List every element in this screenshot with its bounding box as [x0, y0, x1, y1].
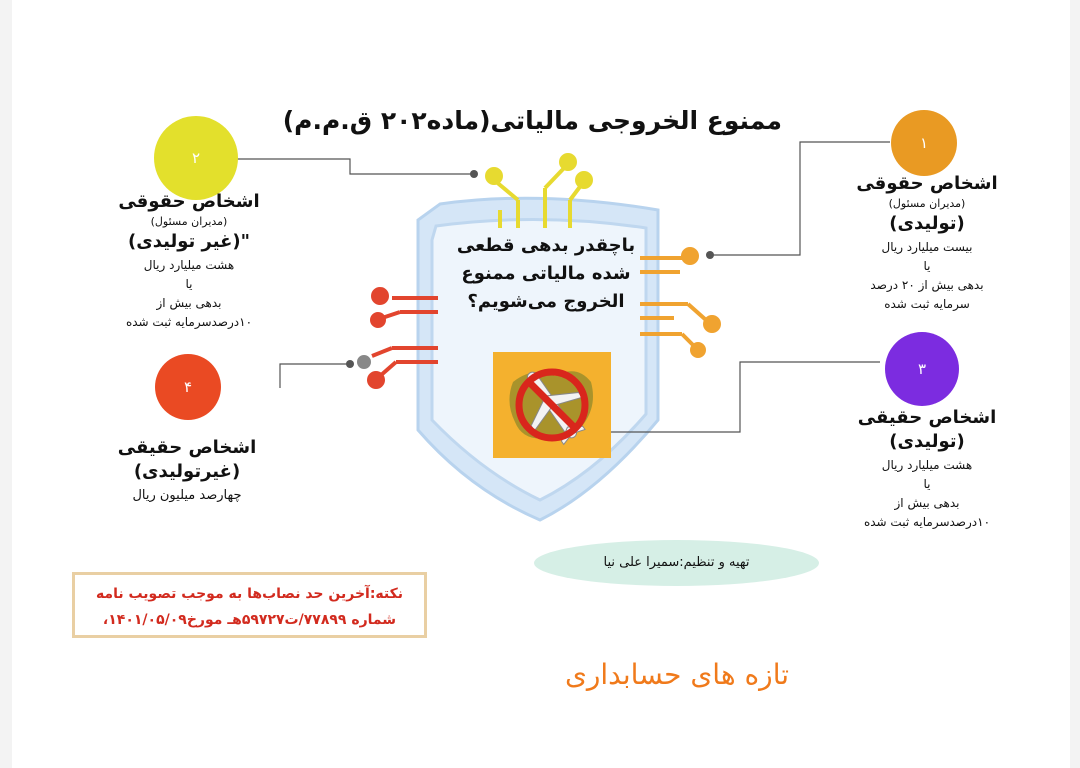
item-3-type: (تولیدی): [889, 431, 965, 452]
item-1-line-2: یا: [923, 259, 931, 273]
no-travel-airplane-icon: [493, 352, 611, 458]
author-credit: تهیه و تنظیم:سمیرا علی نیا: [534, 540, 819, 586]
item-2-text: [114, 190, 264, 332]
item-2-type: "(غیر تولیدی): [128, 231, 250, 252]
item-3-line-1: هشت میلیارد ریال: [881, 458, 973, 472]
item-3-line-4: ۱۰درصدسرمایه ثبت شده: [863, 515, 991, 529]
item-1-line-1: بیست میلیارد ریال: [881, 240, 973, 254]
item-3-heading: اشخاص حقیقی: [857, 407, 997, 428]
item-2-line-2: یا: [185, 277, 193, 291]
item-2-line-4: ۱۰درصدسرمایه ثبت شده: [125, 315, 253, 329]
note-box: [72, 572, 427, 638]
infographic-canvas: [12, 0, 1070, 768]
item-4-badge: [155, 354, 221, 420]
item-3-number: ۳: [917, 360, 927, 378]
item-4-number: ۴: [183, 378, 193, 396]
item-2-line-1: هشت میلیارد ریال: [143, 258, 235, 272]
item-1-line-4: سرمایه ثبت شده: [884, 297, 970, 311]
note-line-2: شماره ۷۷۸۹۹/ت۵۹۷۲۷هـ مورخ۱۴۰۱/۰۵/۰۹،: [102, 612, 397, 628]
item-3-badge: [885, 332, 959, 406]
item-2-line-3: بدهی بیش از: [156, 296, 222, 310]
note-line-1: نکته:آخرین حد نصاب‌ها به موجب تصویب نامه: [95, 586, 404, 602]
item-1-badge: [891, 110, 957, 176]
item-3-text: [852, 406, 1002, 532]
item-3-line-2: یا: [923, 477, 931, 491]
item-1-heading: اشخاص حقوقی: [856, 173, 998, 194]
item-4-line-1: چهارصد میلیون ریال: [132, 488, 242, 503]
item-2-badge: [154, 116, 238, 200]
brand-name: تازه های حسابداری: [564, 658, 790, 691]
item-4-heading: اشخاص حقیقی: [117, 437, 257, 458]
item-1-number: ۱: [919, 134, 929, 152]
item-3-line-3: بدهی بیش از: [894, 496, 960, 510]
item-2-heading: اشخاص حقوقی: [118, 191, 260, 212]
item-4-type: (غیرتولیدی): [133, 461, 241, 482]
item-1-text: [852, 172, 1002, 314]
item-2-number: ۲: [191, 149, 201, 167]
item-1-sub: (مدیران مسئول): [888, 197, 966, 210]
item-4-text: [112, 436, 262, 505]
item-1-line-3: بدهی بیش از ۲۰ درصد: [870, 278, 984, 292]
item-1-type: (تولیدی): [889, 213, 965, 234]
page-title: ممنوع الخروجی مالیاتی(ماده۲۰۲ ق.م.م): [282, 106, 782, 135]
item-2-sub: (مدیران مسئول): [150, 215, 228, 228]
center-question: باچقدر بدهی قطعی شده مالیاتی ممنوع الخروج می‌شویم؟: [456, 235, 636, 312]
